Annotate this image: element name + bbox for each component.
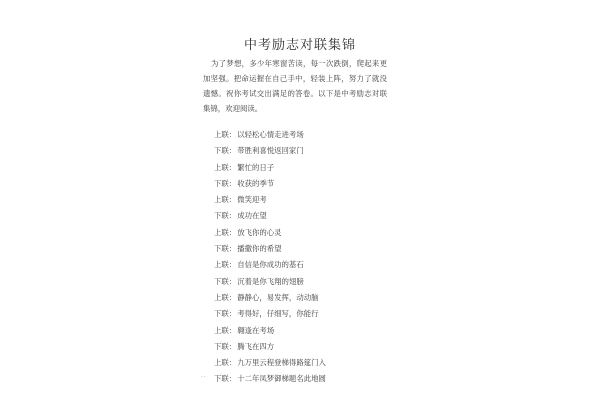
couplet-text: 微笑迎考	[237, 195, 267, 205]
couplet-text: 翱逢在考场	[237, 325, 275, 335]
couplet-text: 静静心，易发挥，动动脑	[237, 292, 319, 302]
couplet-line	[214, 160, 326, 176]
couplet-label: 上联：	[214, 292, 237, 302]
couplet-text: 繁忙的日子	[237, 162, 275, 172]
couplet-line	[214, 241, 326, 257]
couplet-text: 腾飞在四方	[237, 341, 275, 351]
couplet-label: 上联：	[214, 260, 237, 270]
couplet-text: 成功在望	[237, 211, 267, 221]
couplet-text: 放飞你的心灵	[237, 227, 282, 237]
couplet-line	[214, 176, 326, 192]
couplet-line	[214, 323, 326, 339]
couplet-line	[214, 355, 326, 371]
couplet-text: 播撒你的希望	[237, 244, 282, 254]
couplet-label: 下联：	[214, 309, 237, 319]
couplet-line	[214, 192, 326, 208]
couplet-line	[214, 339, 326, 355]
couplet-line	[214, 306, 326, 322]
couplet-label: 下联：	[214, 244, 237, 254]
couplet-line	[214, 127, 326, 143]
couplet-label: 上联：	[214, 195, 237, 205]
couplet-label: 下联：	[214, 178, 237, 188]
couplet-text: 以轻松心情走进考场	[237, 130, 304, 139]
couplet-line	[214, 257, 326, 273]
couplet-line	[214, 208, 326, 224]
couplet-text: 自信是你成功的基石	[237, 260, 304, 270]
couplet-line	[214, 290, 326, 306]
intro-paragraph: 为了梦想，多少年寒窗苦读，每一次跌倒，爬起来更加坚强。把命运握在自己手中，轻装上阵，努力了就没遗憾。祝你考试交出满足的答卷。以下是中考励志对联集锦，欢迎阅读。	[203, 59, 387, 113]
couplet-line	[214, 371, 326, 387]
couplet-label: 上联：	[214, 227, 237, 237]
couplet-label: 上联：	[214, 358, 237, 368]
couplet-label: 下联：	[214, 276, 237, 286]
couplet-label: 下联：	[214, 146, 237, 156]
couplet-text: 考得好，仔细写，你能行	[237, 309, 319, 319]
couplet-text: 九万里云程登梯得路筵门入	[237, 358, 326, 368]
couplet-label: 上联：	[214, 325, 237, 335]
couplet-line	[214, 143, 326, 159]
couplet-text: 十二年凤梦御梯题名此地圆	[237, 374, 326, 384]
couplet-label: 下联：	[214, 341, 237, 351]
couplet-label: 下联：	[214, 374, 237, 384]
couplet-label: 上联：	[214, 130, 237, 139]
couplet-text: 沉着是你飞翔的翅膀	[237, 276, 304, 286]
couplet-text: 收获的季节	[237, 178, 275, 188]
couplet-list	[214, 127, 326, 388]
couplet-text: 带胜利喜悦返回家门	[237, 146, 304, 156]
couplet-line	[214, 274, 326, 290]
page-title: 中考励志对联集锦	[243, 38, 356, 53]
couplet-line	[214, 225, 326, 241]
couplet-label: 下联：	[214, 211, 237, 221]
footer-mark: ..	[201, 372, 207, 379]
couplet-label: 上联：	[214, 162, 237, 172]
